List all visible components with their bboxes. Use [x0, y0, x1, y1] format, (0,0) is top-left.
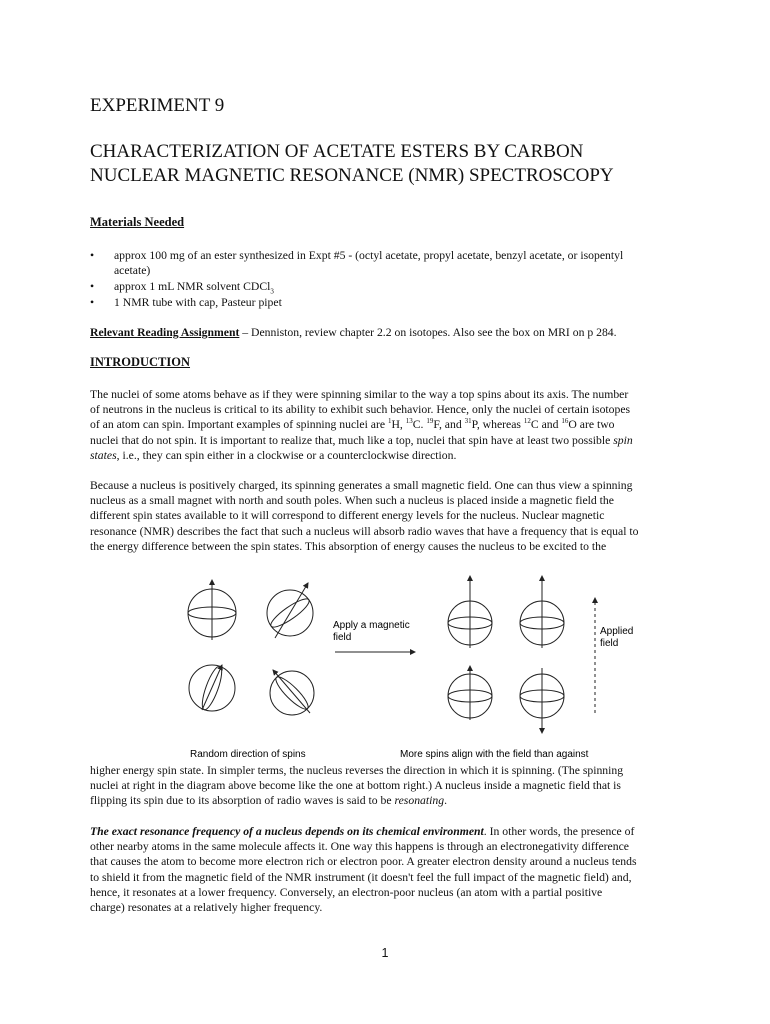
spin-diagram	[170, 568, 640, 763]
random-spin-1	[188, 580, 236, 640]
apply-field-label-1: Apply a magnetic	[333, 620, 410, 631]
random-spin-2	[267, 583, 313, 638]
apply-field-label-2: field	[333, 632, 352, 643]
aligned-spin-1	[448, 576, 492, 648]
intro-paragraph-4: The exact resonance frequency of a nucleus depends on its chemical environment. In other words, the presence of other nearby atoms in the same molecule affects it. One way this happens is through an electronegativity difference that causes the atom to become more electron rich or electron poor. A greater electron density around a nucleus tends to shield it from the magnetic field of the NMR instrument (it doesn't feel the full impact of the magnetic field) and, hence, it resonates at a lower frequency. Conversely, an electron-poor nucleus (an atom with a partial positive charge) resonates at a relatively higher frequency.	[90, 825, 637, 915]
experiment-number: EXPERIMENT 9	[90, 95, 225, 116]
bullet-icon: •	[90, 280, 95, 293]
materials-heading: Materials Needed	[90, 215, 185, 229]
aligned-spin-2	[520, 576, 564, 648]
document-page: EXPERIMENT 9 CHARACTERIZATION OF ACETATE ESTERS BY CARBON NUCLEAR MAGNETIC RESONANCE (NMR) SPECTROSCOPY Materials Needed • approx 100 mg of an ester synthesized in Expt #5 - (octyl acetate, propyl acetate, benzyl acetate, or isopentyl acetate) • approx 1 mL NMR solvent CDCl$_3$ • 1 NMR tube with cap, Pasteur pipet Relevant Reading Assignment – Denniston, review chapter 2.2 on isotopes. Also see the box on MRI on p 284. INTRODUCTION The nuclei of some atoms behave as if they were spinning similar to the way a top spins about its axis. The number of neutrons in the nucleus is critical to its ability to exhibit such behavior. Hence, only the nuclei of certain isotopes of an atom can spin. Important examples of spinning nuclei are $^1$H, $^{13}$C. $^{19}$F, and $^{31}$P, whereas $^{12}$C and $^{16}$O are two nuclei that do not spin. It is important to realize that, much like a top, nuclei that spin have at least two possible spin states, i.e., they can spin either in a clockwise or a counterclockwise direction. Because a nucleus is positively charged, its spinning generates a small magnetic field. One can thus view a spinning nucleus as a small magnet with north and south poles. When such a nucleus is placed inside a magnetic field the different spin states available to it will correspond to different energy levels for the nucleus. Nuclear magnetic resonance (NMR) describes the fact that such a nucleus will absorb radio waves that have a frequency that is equal to the energy difference between the spin states. This absorption of energy causes the nucleus to be excited to the Apply a magnetic field Applied field Random direction of spins More spins align with the field than against higher energy spin state. In simpler terms, the nucleus reverses the direction in which it is spinning. (The spinning nuclei at right in the diagram above become like the one at bottom right.) A nucleus inside a magnetic field that is flipping its spin due to its absorption of radio waves is said to be resonating. The exact resonance frequency of a nucleus depends on its chemical environment. In other words, the presence of other nearby atoms in the same molecule affects it. One way this happens is through an electronegativity difference that causes the atom to become more electron rich or electron poor. A greater electron density around a nucleus tends to shield it from the magnetic field of the NMR instrument (it doesn't feel the full impact of the magnetic field) and, hence, it resonates at a lower frequency. Conversely, an electron-poor nucleus (an atom with a partial positive charge) resonates at a relatively higher frequency. 1	[0, 0, 770, 1024]
applied-field-label-1: Applied	[600, 626, 634, 637]
random-spin-3	[189, 664, 235, 711]
caption-aligned-spins: More spins align with the field than against	[400, 749, 589, 760]
intro-paragraph-1: The nuclei of some atoms behave as if they were spinning similar to the way a top spins about its axis. The number of neutrons in the nucleus is critical to its ability to exhibit such behavior. Hence, only the nuclei of certain isotopes of an atom can spin. Important examples of spinning nuclei are $^1$H, $^{13}$C. $^{19}$F, and $^{31}$P, whereas $^{12}$C and $^{16}$O are two nuclei that do not spin. It is important to realize that, much like a top, nuclei that spin have at least two possible spin states, i.e., they can spin either in a clockwise or a counterclockwise direction.	[90, 388, 633, 462]
intro-paragraph-2: Because a nucleus is positively charged, its spinning generates a small magnetic field. One can thus view a spinning nucleus as a small magnet with north and south poles. When such a nucleus is placed inside a magnetic field the different spin states available to it will correspond to different energy levels for the nucleus. Nuclear magnetic resonance (NMR) describes the fact that such a nucleus will absorb radio waves that have a frequency that is equal to the energy difference between the spin states. This absorption of energy causes the nucleus to be excited to the	[90, 479, 639, 553]
introduction-heading: INTRODUCTION	[90, 355, 191, 369]
bullet-icon: •	[90, 249, 95, 262]
caption-random-spins: Random direction of spins	[190, 749, 306, 760]
bullet-icon: •	[90, 296, 95, 309]
applied-field-label-2: field	[600, 638, 619, 649]
intro-paragraph-3: higher energy spin state. In simpler terms, the nucleus reverses the direction in which it is spinning. (The spinning nuclei at right in the diagram above become like the one at bottom right.) A nucleus inside a magnetic field that is flipping its spin due to its absorption of radio waves is said to be resonating.	[90, 764, 624, 808]
opposed-spin	[520, 668, 564, 733]
page-number: 1	[381, 946, 389, 960]
aligned-spin-3	[448, 666, 492, 720]
reading-assignment: Relevant Reading Assignment – Denniston, review chapter 2.2 on isotopes. Also see the box on MRI on p 284.	[90, 326, 617, 339]
random-spin-4	[270, 670, 314, 715]
page-title: CHARACTERIZATION OF ACETATE ESTERS BY CARBON NUCLEAR MAGNETIC RESONANCE (NMR) SPECTROSCOPY	[90, 141, 614, 186]
